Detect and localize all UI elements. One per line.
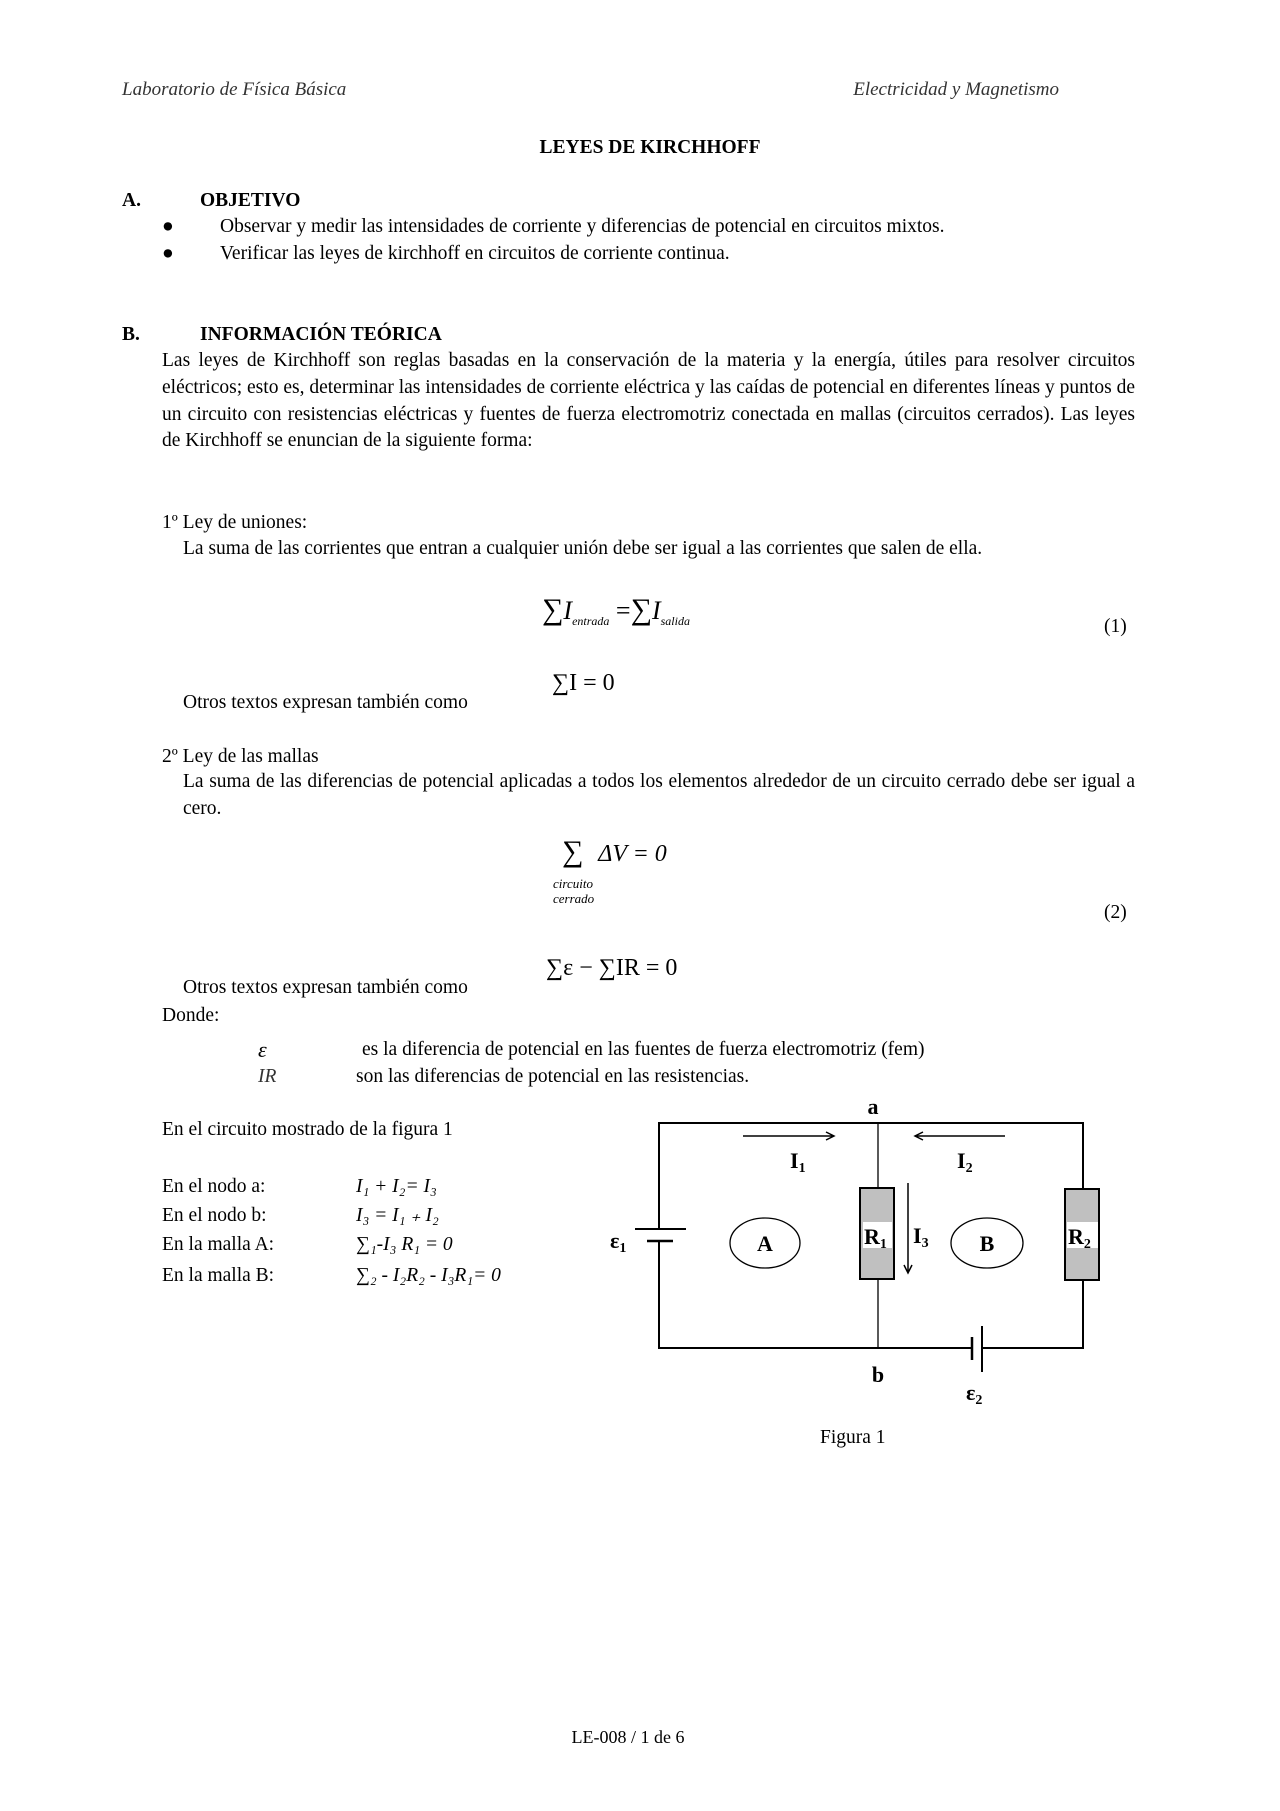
law2-equation: ∑ ΔV = 0 <box>562 835 667 868</box>
bullet-icon: ● <box>162 216 174 237</box>
sigma-symbol: ∑ <box>562 835 584 868</box>
i1-arrow <box>743 1132 834 1140</box>
i2-label: I2 <box>957 1148 973 1176</box>
eq-sub-entrada: entrada <box>572 614 610 629</box>
node-b-label: b <box>871 1362 885 1387</box>
eq-label: En la malla A: <box>162 1234 275 1255</box>
emf1-label: ε1 <box>610 1228 627 1256</box>
law1-equation: $\sum I_{entrada} =\sum I_{salida}$ <box>542 593 690 629</box>
loop-a-label: A <box>757 1231 773 1256</box>
law2-alt-equation: ∑ε − ∑IR = 0 <box>546 955 678 981</box>
eq-value: ∑₁-I₃ R₁ = 0 <box>356 1234 453 1255</box>
eq-label: En la malla B: <box>162 1265 275 1286</box>
node-a-label: a <box>867 1094 879 1119</box>
page-footer: LE-008 / 1 de 6 <box>571 1727 685 1747</box>
i2-arrow <box>915 1132 1005 1140</box>
def-text: es la diferencia de potencial en las fuentes de fuerza electromotriz (fem) <box>362 1039 925 1060</box>
intro-paragraph: Las leyes de Kirchhoff son reglas basadas en la conservación de la materia y la energía, útiles para resolver circuitos eléctricos; esto es, determinar las intensidades de corriente eléctrica y las caídas de potencial en diferentes líneas y puntos de un circuito con resistencias eléctricas y fuentes de fuerza electromotriz conectada en mallas (circuitos cerrados). Las leyes de Kirchhoff se enuncian de la siguiente forma: <box>162 350 1135 452</box>
eq-value: I₁ + I₂= I₃ <box>356 1176 437 1197</box>
eq-label: En el nodo a: <box>162 1176 266 1197</box>
law2-sub: circuito cerrado <box>553 876 595 906</box>
law2-title: 2º Ley de las mallas <box>162 746 319 767</box>
objective-item: Verificar las leyes de kirchhoff en circuitos de corriente continua. <box>220 243 730 264</box>
emf2-label: ε2 <box>966 1380 983 1408</box>
law1-text: La suma de las corrientes que entran a cualquier unión debe ser igual a las corrientes que salen de ella. <box>183 538 983 559</box>
section-a-letter: A. <box>122 190 141 211</box>
header-left: Laboratorio de Física Básica <box>122 79 347 100</box>
eq-value: I₃ = I₁ ₊ I₂ <box>356 1205 439 1226</box>
page-title: LEYES DE KIRCHHOFF <box>539 137 761 158</box>
figure-caption: Figura 1 <box>820 1427 886 1448</box>
r2-label: R2 <box>1068 1224 1091 1252</box>
eq-value: ∑₂ - I₂R₂ - I₃R₁= 0 <box>356 1265 501 1286</box>
eq-sub-salida: salida <box>660 614 690 629</box>
def-symbol: IR <box>258 1066 277 1087</box>
def-text: son las diferencias de potencial en las resistencias. <box>356 1066 750 1087</box>
equation-number-2: (2) <box>1104 902 1127 923</box>
loop-b-label: B <box>979 1231 995 1256</box>
header-right: Electricidad y Magnetismo <box>853 79 1059 100</box>
donde-label: Donde: <box>162 1005 220 1026</box>
objective-item: Observar y medir las intensidades de corriente y diferencias de potencial en circuitos mixtos. <box>220 216 945 237</box>
law1-title: 1º Ley de uniones: <box>162 512 308 533</box>
bullet-icon: ● <box>162 243 174 264</box>
section-b-letter: B. <box>122 324 140 345</box>
eq-label: En el nodo b: <box>162 1205 267 1226</box>
law1-alt-equation: ∑I = 0 <box>552 670 615 696</box>
law1-alt-label: Otros textos expresan también como <box>183 692 468 713</box>
circuit-intro: En el circuito mostrado de la figura 1 <box>162 1119 453 1140</box>
r1-label: R1 <box>864 1224 887 1252</box>
law2-alt-label: Otros textos expresan también como <box>183 977 468 998</box>
def-symbol: ε <box>258 1037 267 1062</box>
i3-arrow <box>904 1183 912 1273</box>
law2-text: La suma de las diferencias de potencial aplicadas a todos los elementos alrededor de un circuito cerrado debe ser igual a cero. <box>183 771 1135 819</box>
section-b-heading: INFORMACIÓN TEÓRICA <box>200 324 442 345</box>
i1-label: I1 <box>790 1148 806 1176</box>
section-a-heading: OBJETIVO <box>200 190 301 211</box>
equation-number-1: (1) <box>1104 616 1127 637</box>
i3-label: I3 <box>913 1223 929 1251</box>
